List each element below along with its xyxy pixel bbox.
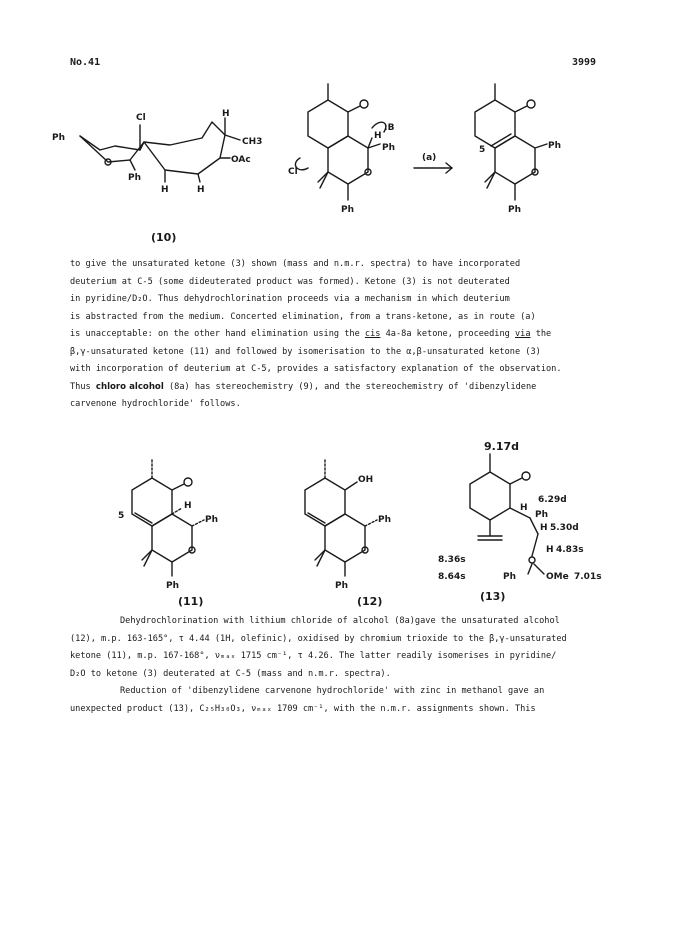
journal-issue-number: No.41 — [70, 57, 101, 68]
c10-h-bot1: H — [161, 185, 169, 195]
c11-ph-right: Ph — [205, 515, 219, 525]
compound-12-structure — [285, 450, 405, 610]
compound-11-label: (11) — [178, 595, 204, 608]
c13-h3: H — [546, 545, 554, 555]
c10-ch3: CH3 — [242, 137, 263, 147]
para1-line3: in pyridine/D₂O. Thus dehydrochlorination proceeds via a mechanism in which deuterium — [70, 294, 510, 304]
reactant-structure — [280, 88, 410, 238]
para1-line4: is abstracted from the medium. Concerted elimination, from a trans-ketone, as in route (a) — [70, 311, 536, 322]
c13-nmr-top: 9.17d — [484, 440, 520, 453]
para1-line6: β,γ-unsaturated ketone (11) and followed by isomerisation to the α,β-unsaturated ketone (3) — [70, 346, 541, 357]
reactant-ph-bottom: Ph — [341, 205, 355, 215]
c13-nmr-me1: 8.36s — [438, 555, 466, 565]
para1-line9: carvenone hydrochloride' follows. — [70, 399, 241, 409]
para2-line2: (12), m.p. 163-165°, τ 4.44 (1H, olefinic), oxidised by chromium trioxide to the β,γ-unsaturated — [70, 633, 567, 644]
para1-line2: deuterium at C-5 (some dideuterated product was formed). Ketone (3) is not deuterated — [70, 276, 510, 287]
c12-ph-bottom: Ph — [335, 581, 349, 591]
para3-line2: unexpected product (13), C₂₅H₃₀O₃, νₘₐₓ 1709 cm⁻¹, with the n.m.r. assignments shown. This — [70, 703, 536, 714]
c10-oac: OAc — [231, 155, 251, 165]
paragraph-3 — [70, 683, 610, 718]
c13-h1: H — [520, 503, 528, 513]
reactant-cl: Cl — [288, 167, 298, 177]
compound-11-structure — [112, 450, 222, 610]
paragraph-2 — [70, 613, 610, 683]
c11-ph-bottom: Ph — [166, 581, 180, 591]
c10-ph-bottom: Ph — [128, 173, 142, 183]
para1-line7: with incorporation of deuterium at C-5, provides a satisfactory explanation of the observation. — [70, 364, 562, 374]
para1-line8: Thus chloro alcohol (8a) has stereochemistry (9), and the stereochemistry of 'dibenzylidene — [70, 381, 537, 392]
para3-line1: Reduction of 'dibenzylidene carvenone hydrochloride' with zinc in methanol gave an — [120, 686, 545, 696]
para2-line4: D₂O to ketone (3) deuterated at C-5 (mass and n.m.r. spectra). — [70, 668, 391, 679]
compound-13-structure — [420, 440, 635, 610]
c12-ph-right: Ph — [378, 515, 392, 525]
c13-ome: OMe — [546, 572, 569, 582]
para1-line1: to give the unsaturated ketone (3) shown (mass and n.m.r. spectra) to have incorporated — [70, 259, 521, 269]
c11-c5: 5 — [118, 511, 125, 521]
route-a-label: (a) — [422, 153, 437, 163]
c10-cl: Cl — [136, 113, 146, 123]
c10-h-bot2: H — [197, 185, 205, 195]
reaction-arrow — [410, 148, 460, 178]
c13-nmr-h3: 4.83s — [556, 545, 584, 555]
c13-h2: H — [540, 523, 548, 533]
page-number: 3999 — [572, 57, 597, 68]
reactant-h: H — [374, 131, 382, 141]
c10-ph-left: Ph — [52, 133, 66, 143]
product-ph-right: Ph — [548, 141, 562, 151]
c13-nmr-h1: 6.29d — [538, 495, 567, 505]
para2-line3: ketone (11), m.p. 167-168°, νₘₐₓ 1715 cm⁻¹, τ 4.26. The latter readily isomerises in pyridine/ — [70, 651, 557, 661]
product-structure — [455, 88, 565, 238]
compound-10-label: (10) — [151, 231, 177, 244]
c13-ph1: Ph — [535, 510, 549, 520]
c13-nmr-h2: 5.30d — [550, 523, 579, 533]
reactant-ph-right: Ph — [382, 143, 396, 153]
product-ph-bottom: Ph — [508, 205, 522, 215]
reactant-base: :B — [384, 123, 395, 133]
para1-line5: is unacceptable: on the other hand elimination using the cis 4a-8a ketone, proceeding via the — [70, 329, 552, 339]
c10-h-top: H — [222, 109, 230, 119]
compound-12-label: (12) — [357, 595, 383, 608]
compound-13-label: (13) — [480, 590, 506, 603]
c13-ph2: Ph — [503, 572, 517, 582]
c13-nmr-me2: 8.64s — [438, 572, 466, 582]
para2-line1: Dehydrochlorination with lithium chloride of alcohol (8a)gave the unsaturated alcohol — [120, 616, 560, 626]
c11-h: H — [184, 501, 192, 511]
paragraph-1 — [70, 256, 610, 414]
c13-nmr-ome: 7.01s — [574, 572, 602, 582]
c12-oh: OH — [358, 475, 374, 485]
compound-10-structure — [40, 100, 275, 250]
product-c5: 5 — [479, 145, 486, 155]
